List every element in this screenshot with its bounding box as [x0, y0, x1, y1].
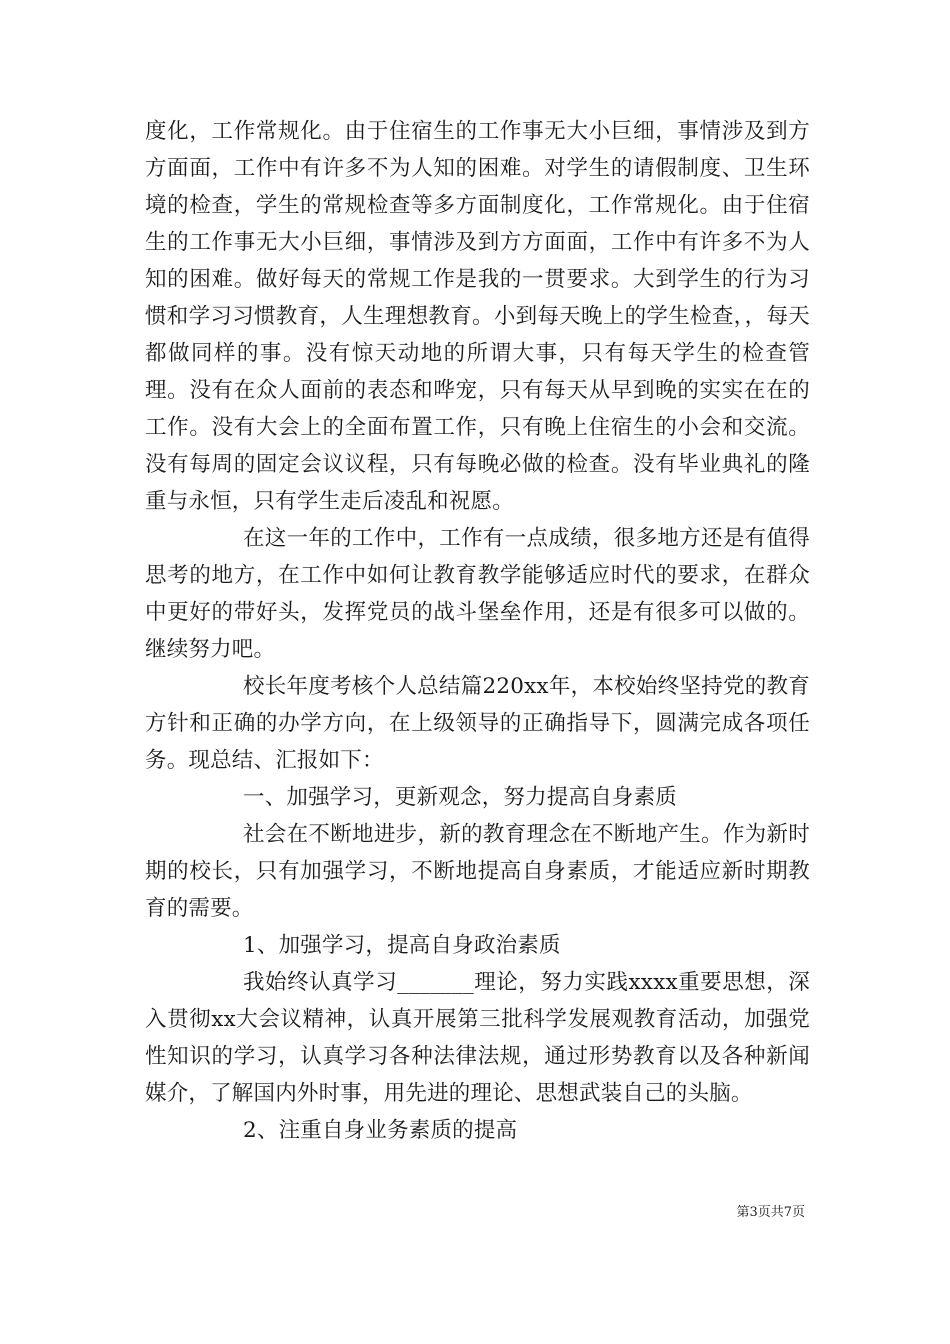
- subheading-2: 2、注重自身业务素质的提高: [243, 1118, 518, 1143]
- paragraph-4: 社会在不断地进步，新的教育理念在不断地产生。作为新时期的校长，只有加强学习，不断地提高自身素质，才能适应新时期教育的需要。: [145, 822, 810, 921]
- paragraph-1: 度化，工作常规化。由于住宿生的工作事无大小巨细，事情涉及到方方面面，工作中有许多不为人知的困难。对学生的请假制度、卫生环境的检查，学生的常规检查等多方面制度化，工作常规化。由于住宿生的工作事无大小巨细，事情涉及到方方面面，工作中有许多不为人知的困难。做好每天的常规工作是我的一贯要求。大到学生的行为习惯和学习习惯教育，人生理想教育。小到每天晚上的学生检查，，每天都做同样的事。没有惊天动地的所谓大事，只有每天学生的检查管理。没有在众人面前的表态和哗宠，只有每天从早到晚的实实在在的工作。没有大会上的全面布置工作，只有晚上住宿生的小会和交流。没有每周的固定会议议程，只有每晚必做的检查。没有毕业典礼的隆重与永恒，只有学生走后凌乱和祝愿。: [145, 119, 810, 514]
- paragraph-5: 我始终认真学习_______理论，努力实践xxxx重要思想，深入贯彻xx大会议精神，认真开展第三批科学发展观教育活动，加强党性知识的学习，认真学习各种法律法规，通过形势教育以及各种新闻媒介，了解国内外时事，用先进的理论、思想武装自己的头脑。: [145, 970, 810, 1106]
- paragraph-2: 在这一年的工作中，工作有一点成绩，很多地方还是有值得思考的地方，在工作中如何让教育教学能够适应时代的要求，在群众中更好的带好头，发挥党员的战斗堡垒作用，还是有很多可以做的。继续努力吧。: [145, 526, 810, 662]
- document-body: [145, 113, 810, 1149]
- paragraph-3: 校长年度考核个人总结篇220xx年，本校始终坚持党的教育方针和正确的办学方向，在上级领导的正确指导下，圆满完成各项任务。现总结、汇报如下：: [145, 674, 810, 773]
- section-heading-1: 一、加强学习，更新观念，努力提高自身素质: [243, 785, 678, 810]
- subheading-1: 1、加强学习，提高自身政治素质: [243, 933, 561, 958]
- page-number: 第3页共7页: [736, 1205, 805, 1220]
